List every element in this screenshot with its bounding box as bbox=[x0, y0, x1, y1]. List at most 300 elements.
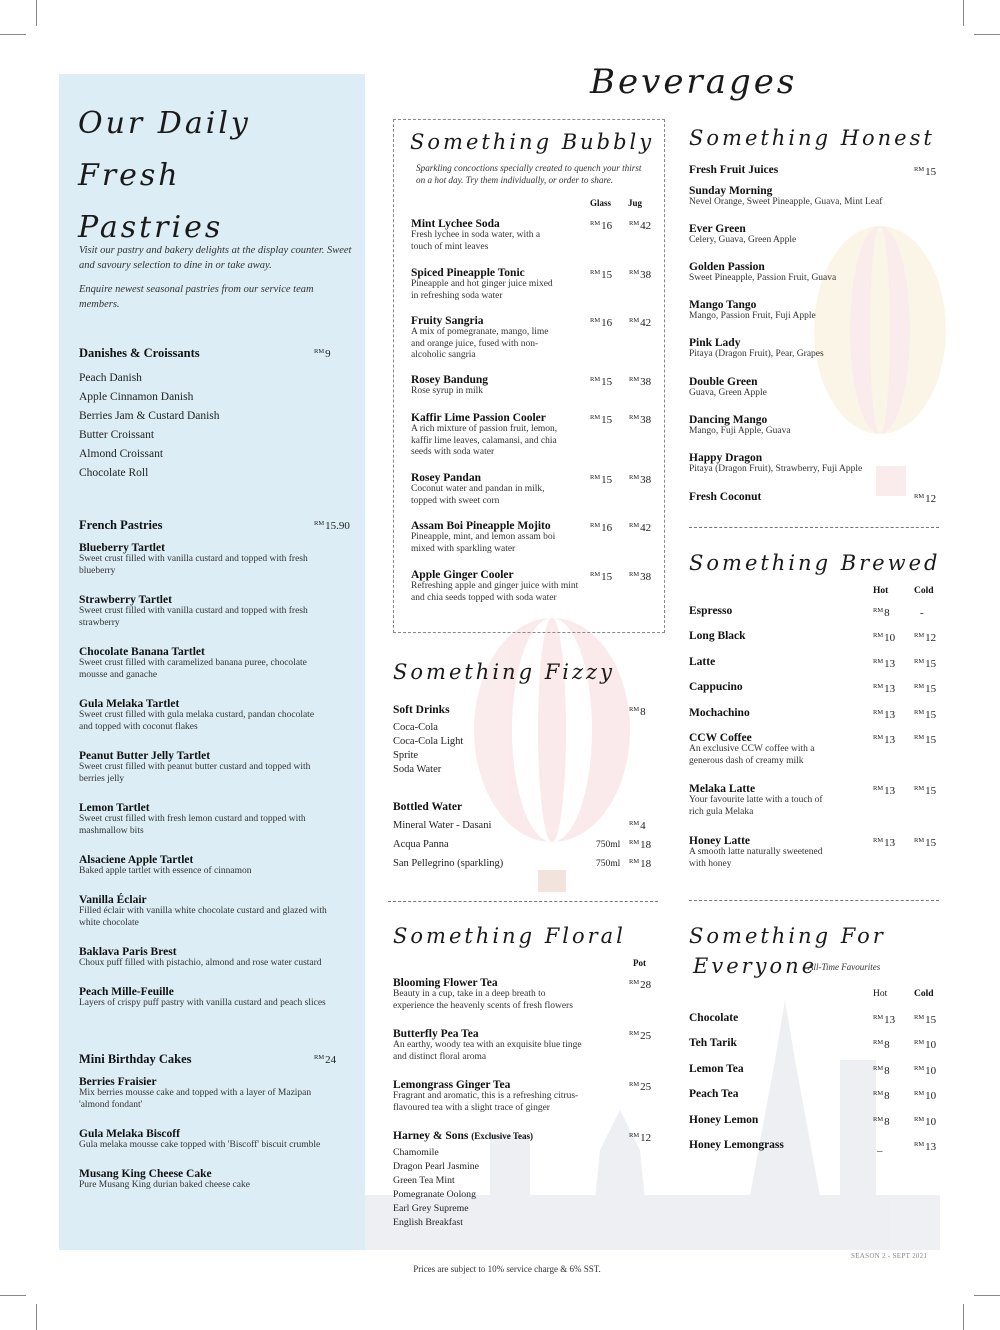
everyone-item bbox=[689, 1088, 829, 1100]
french-item bbox=[79, 698, 329, 733]
price-value: 15 bbox=[601, 269, 613, 281]
danishes-heading: Danishes & Croissants bbox=[79, 346, 200, 360]
rm-label: RM bbox=[629, 269, 640, 276]
price-value: 38 bbox=[640, 376, 652, 388]
item-desc: Coconut water and pandan in milk, topped with sweet corn bbox=[411, 484, 545, 506]
rm-label: RM bbox=[629, 858, 640, 865]
price-value: 8 bbox=[884, 1039, 890, 1051]
rm-label: RM bbox=[590, 414, 601, 421]
col-glass: Glass bbox=[590, 198, 612, 208]
brewed-item bbox=[689, 605, 829, 617]
item-name: Blooming Flower Tea bbox=[393, 977, 498, 989]
item-desc: Sweet crust filled with vanilla custard and topped with fresh strawberry bbox=[79, 606, 308, 628]
item-name: Latte bbox=[689, 656, 716, 668]
item-desc: An exclusive CCW coffee with a generous dash of creamy milk bbox=[689, 744, 815, 766]
col-cold: Cold bbox=[914, 989, 934, 999]
rm-label: RM bbox=[629, 376, 640, 383]
harney-heading: Harney & Sons (Exclusive Teas) bbox=[393, 1130, 534, 1142]
list-item: Berries Jam & Custard Danish bbox=[79, 410, 220, 422]
list-item: Earl Grey Supreme bbox=[393, 1203, 469, 1214]
bubbly-item bbox=[411, 374, 561, 398]
everyone-item bbox=[689, 1012, 829, 1024]
item-name: Musang King Cheese Cake bbox=[79, 1168, 212, 1180]
price-value: 25 bbox=[640, 1081, 652, 1093]
hot-price bbox=[873, 658, 895, 670]
list-item: Coca-Cola bbox=[393, 722, 438, 733]
item-desc: Gula melaka mousse cake topped with 'Biscoff' biscuit crumble bbox=[79, 1140, 321, 1150]
everyone-title-line1: Something For bbox=[689, 924, 886, 948]
item-desc: Pineapple and hot ginger juice mixed in refreshing soda water bbox=[411, 279, 553, 301]
rm-label: RM bbox=[629, 979, 640, 986]
list-item: Peach Danish bbox=[79, 372, 142, 384]
item-desc: Mango, Fuji Apple, Guava bbox=[689, 426, 791, 436]
rm-label: RM bbox=[873, 1090, 884, 1097]
water-price bbox=[629, 839, 651, 851]
hot-price bbox=[873, 1065, 890, 1077]
glass-price bbox=[590, 269, 612, 281]
price-value: 8 bbox=[884, 1090, 890, 1102]
item-name: Honey Lemongrass bbox=[689, 1139, 784, 1151]
item-name: Golden Passion bbox=[689, 261, 765, 273]
jug-price bbox=[629, 571, 651, 583]
item-desc: An earthy, woody tea with an exquisite blue tinge and distinct floral aroma bbox=[393, 1040, 582, 1062]
juice-item bbox=[689, 376, 919, 400]
water-item-name: San Pellegrino (sparkling) bbox=[393, 858, 504, 869]
birthday-item bbox=[79, 1168, 329, 1192]
divider bbox=[689, 527, 939, 528]
french-item bbox=[79, 594, 329, 629]
bubbly-item bbox=[411, 218, 561, 253]
item-name: Dancing Mango bbox=[689, 414, 768, 426]
floral-item bbox=[393, 1079, 583, 1114]
price-value: 15 bbox=[601, 376, 613, 388]
bubbly-subtitle: Sparkling concoctions specially created to quench your thirst on a hot day. Try them individually, or order to share. bbox=[416, 163, 642, 185]
rm-label: RM bbox=[873, 683, 884, 690]
price-value: 15 bbox=[925, 1014, 937, 1026]
soft-drinks-price: $^{RM}$8 bbox=[629, 706, 646, 718]
cold-price bbox=[914, 1065, 936, 1077]
hot-price: _ bbox=[877, 1141, 883, 1153]
item-desc: Layers of crispy puff pastry with vanilla custard and peach slices bbox=[79, 998, 326, 1008]
price-value: 15 bbox=[925, 709, 937, 721]
glass-price bbox=[590, 317, 612, 329]
cold-price bbox=[914, 709, 936, 721]
item-name: Cappucino bbox=[689, 681, 743, 693]
hot-price bbox=[873, 683, 895, 695]
price-value: 16 bbox=[601, 317, 613, 329]
item-name: Chocolate Banana Tartlet bbox=[79, 646, 205, 658]
price-value: 15 bbox=[925, 837, 937, 849]
price-value: 18 bbox=[640, 839, 652, 851]
water-item-name: Acqua Panna bbox=[393, 839, 449, 850]
rm-label: RM bbox=[590, 220, 601, 227]
price-value: 8 bbox=[884, 1065, 890, 1077]
bottled-water-heading: Bottled Water bbox=[393, 801, 463, 813]
price-value: 42 bbox=[640, 317, 652, 329]
list-item: Pomegranate Oolong bbox=[393, 1189, 476, 1200]
item-desc: Sweet crust filled with peanut butter custard and topped with berries jelly bbox=[79, 762, 311, 784]
rm-label: RM bbox=[914, 785, 925, 792]
hot-price bbox=[873, 1014, 895, 1026]
item-name: Melaka Latte bbox=[689, 783, 756, 795]
rm-label: RM bbox=[590, 317, 601, 324]
brewed-title: Something Brewed bbox=[689, 551, 941, 575]
item-name: Peanut Butter Jelly Tartlet bbox=[79, 750, 211, 762]
juices-price: $^{RM}$15 bbox=[914, 166, 937, 178]
item-desc: Mango, Passion Fruit, Fuji Apple bbox=[689, 311, 816, 321]
rm-label: RM bbox=[629, 220, 640, 227]
brewed-item bbox=[689, 783, 829, 818]
item-desc: Your favourite latte with a touch of rich gula Melaka bbox=[689, 795, 823, 817]
rm-label: RM bbox=[873, 632, 884, 639]
rm-label: RM bbox=[629, 571, 640, 578]
rm-label: RM bbox=[629, 317, 640, 324]
price-value: 12 bbox=[925, 632, 937, 644]
pot-price bbox=[629, 979, 651, 991]
juice-item bbox=[689, 223, 919, 247]
price-value: 8 bbox=[884, 607, 890, 619]
item-name: Sunday Morning bbox=[689, 185, 773, 197]
rm-label: RM bbox=[914, 709, 925, 716]
footer-note: Prices are subject to 10% service charge & 6% SST. bbox=[413, 1264, 601, 1274]
price-value: 15 bbox=[601, 571, 613, 583]
item-name: Assam Boi Pineapple Mojito bbox=[411, 520, 551, 532]
item-desc: Beauty in a cup, take in a deep breath to experience the heavenly scents of fresh flowers bbox=[393, 989, 573, 1011]
list-item: English Breakfast bbox=[393, 1217, 463, 1228]
glass-price bbox=[590, 376, 612, 388]
rm-label: RM bbox=[914, 1116, 925, 1123]
bubbly-item bbox=[411, 520, 571, 555]
rm-label: RM bbox=[873, 1014, 884, 1021]
item-name: Gula Melaka Tartlet bbox=[79, 698, 180, 710]
hot-price bbox=[873, 1116, 890, 1128]
rm-label: RM bbox=[914, 1039, 925, 1046]
item-desc: Rose syrup in milk bbox=[411, 386, 484, 396]
glass-price bbox=[590, 474, 612, 486]
glass-price bbox=[590, 571, 612, 583]
glass-price bbox=[590, 414, 612, 426]
item-name: Spiced Pineapple Tonic bbox=[411, 267, 525, 279]
price-value: 38 bbox=[640, 414, 652, 426]
cold-price bbox=[914, 1039, 936, 1051]
item-desc: Pineapple, mint, and lemon assam boi mixed with sparkling water bbox=[411, 532, 556, 554]
juice-item bbox=[689, 452, 919, 476]
rm-label: RM bbox=[873, 1065, 884, 1072]
french-price: $^{RM}$15.90 bbox=[314, 520, 350, 532]
rm-label: RM bbox=[629, 839, 640, 846]
cold-price bbox=[914, 658, 936, 670]
everyone-item bbox=[689, 1114, 829, 1126]
jug-price bbox=[629, 474, 651, 486]
item-name: Apple Ginger Cooler bbox=[411, 569, 514, 581]
item-name: Rosey Pandan bbox=[411, 472, 481, 484]
brewed-item bbox=[689, 732, 829, 767]
rm-label: RM bbox=[873, 658, 884, 665]
item-desc: A smooth latte naturally sweetened with honey bbox=[689, 847, 823, 869]
divider bbox=[388, 901, 658, 902]
rm-label: RM bbox=[590, 376, 601, 383]
juice-item bbox=[689, 299, 919, 323]
item-name: Mochachino bbox=[689, 707, 750, 719]
item-desc: Celery, Guava, Green Apple bbox=[689, 235, 797, 245]
item-name: Baklava Paris Brest bbox=[79, 946, 177, 958]
item-name: Lemon Tea bbox=[689, 1063, 744, 1075]
birthday-item bbox=[79, 1076, 329, 1111]
rm-label: RM bbox=[914, 658, 925, 665]
price-value: 13 bbox=[884, 709, 896, 721]
price-value: 10 bbox=[925, 1039, 937, 1051]
brewed-item bbox=[689, 681, 829, 693]
item-name: Pink Lady bbox=[689, 337, 741, 349]
floral-item bbox=[393, 1028, 583, 1063]
rm-label: RM bbox=[629, 522, 640, 529]
price-value: 42 bbox=[640, 220, 652, 232]
item-desc: A mix of pomegranate, mango, lime and orange juice, fused with non-alcoholic sangria bbox=[411, 327, 549, 360]
everyone-item bbox=[689, 1063, 829, 1075]
price-value: 13 bbox=[884, 785, 896, 797]
danishes-list bbox=[79, 369, 220, 483]
item-name: Strawberry Tartlet bbox=[79, 594, 172, 606]
item-desc: Mix berries mousse cake and topped with a layer of Mazipan 'almond fondant' bbox=[79, 1088, 312, 1110]
col-pot: Pot bbox=[633, 958, 646, 968]
item-desc: Pitaya (Dragon Fruit), Pear, Grapes bbox=[689, 349, 824, 359]
rm-label: RM bbox=[629, 1081, 640, 1088]
item-desc: Guava, Green Apple bbox=[689, 388, 767, 398]
rm-label: RM bbox=[590, 571, 601, 578]
price-value: 15 bbox=[925, 658, 937, 670]
bubbly-item bbox=[411, 472, 561, 507]
item-name: Peach Mille-Feuille bbox=[79, 986, 174, 998]
price-value: 28 bbox=[640, 979, 652, 991]
list-item: Butter Croissant bbox=[79, 429, 155, 441]
col-hot: Hot bbox=[873, 989, 888, 999]
floral-title: Something Floral bbox=[393, 924, 626, 948]
cold-price bbox=[914, 632, 936, 644]
item-desc: A rich mixture of passion fruit, lemon, kaffir lime leaves, calamansi, and chia seeds with soda water bbox=[411, 424, 558, 457]
divider bbox=[689, 900, 939, 901]
rm-label: RM bbox=[629, 474, 640, 481]
col-cold: Cold bbox=[914, 586, 934, 596]
price-value: 15 bbox=[601, 474, 613, 486]
pastries-intro: Visit our pastry and bakery delights at the display counter. Sweet and savoury selection to dine in or take away. bbox=[79, 245, 352, 271]
brewed-item bbox=[689, 835, 829, 870]
glass-price bbox=[590, 522, 612, 534]
rm-label: RM bbox=[873, 1116, 884, 1123]
price-value: 18 bbox=[640, 858, 652, 870]
item-name: Lemongrass Ginger Tea bbox=[393, 1079, 511, 1091]
price-value: 10 bbox=[925, 1116, 937, 1128]
item-desc: Fragrant and aromatic, this is a refreshing citrus-flavoured tea with a slight trace of ginger bbox=[393, 1091, 579, 1113]
rm-label: RM bbox=[590, 522, 601, 529]
french-item bbox=[79, 542, 329, 577]
everyone-item bbox=[689, 1139, 829, 1151]
list-item: Chocolate Roll bbox=[79, 467, 149, 479]
rm-label: RM bbox=[873, 1039, 884, 1046]
pastries-title bbox=[78, 98, 358, 254]
item-desc: Filled éclair with vanilla white chocolate custard and glazed with white chocolate bbox=[79, 906, 327, 928]
rm-label: RM bbox=[629, 820, 640, 827]
french-item bbox=[79, 986, 359, 1010]
rm-label: RM bbox=[629, 414, 640, 421]
jug-price bbox=[629, 317, 651, 329]
coconut-heading: Fresh Coconut bbox=[689, 491, 762, 503]
list-item: Sprite bbox=[393, 750, 419, 761]
price-value: 10 bbox=[884, 632, 896, 644]
col-jug: Jug bbox=[628, 198, 643, 208]
item-name: Honey Latte bbox=[689, 835, 751, 847]
cold-price bbox=[914, 837, 936, 849]
cold-price bbox=[914, 1141, 936, 1153]
price-value: 13 bbox=[884, 837, 896, 849]
cold-price bbox=[914, 734, 936, 746]
hot-price bbox=[873, 632, 895, 644]
juice-item bbox=[689, 414, 919, 438]
rm-label: RM bbox=[914, 1014, 925, 1021]
item-name: Espresso bbox=[689, 605, 733, 617]
cold-price bbox=[914, 1116, 936, 1128]
item-name: Peach Tea bbox=[689, 1088, 739, 1100]
french-item bbox=[79, 802, 329, 837]
list-item: Coca-Cola Light bbox=[393, 736, 464, 747]
brewed-item bbox=[689, 656, 829, 668]
price-value: 25 bbox=[640, 1030, 652, 1042]
rm-label: RM bbox=[873, 837, 884, 844]
price-value: 13 bbox=[884, 1014, 896, 1026]
cold-price bbox=[914, 683, 936, 695]
price-value: 8 bbox=[884, 1116, 890, 1128]
item-name: Vanilla Éclair bbox=[79, 894, 147, 906]
bubbly-title: Something Bubbly bbox=[410, 130, 655, 154]
pot-price bbox=[629, 1030, 651, 1042]
french-item bbox=[79, 894, 329, 929]
juice-item bbox=[689, 261, 919, 285]
item-desc: Sweet Pineapple, Passion Fruit, Guava bbox=[689, 273, 837, 283]
hot-price bbox=[873, 1039, 890, 1051]
price-value: 38 bbox=[640, 474, 652, 486]
soft-drinks-list bbox=[393, 721, 463, 777]
bubbly-item bbox=[411, 315, 561, 362]
pastries-title-line: Pastries bbox=[78, 210, 224, 245]
item-name: Chocolate bbox=[689, 1012, 739, 1024]
pot-price bbox=[629, 1081, 651, 1093]
hot-price bbox=[873, 837, 895, 849]
item-name: Blueberry Tartlet bbox=[79, 542, 165, 554]
item-desc: Refreshing apple and ginger juice with mint and chia seeds topped with soda water bbox=[411, 581, 579, 603]
hot-price bbox=[873, 607, 890, 619]
item-desc: Pitaya (Dragon Fruit), Strawberry, Fuji Apple bbox=[689, 464, 863, 474]
fizzy-title: Something Fizzy bbox=[393, 660, 615, 684]
item-desc: Sweet crust filled with caramelized banana puree, chocolate mousse and ganache bbox=[79, 658, 307, 680]
jug-price bbox=[629, 269, 651, 281]
price-value: 13 bbox=[884, 734, 896, 746]
price-value: 15 bbox=[925, 785, 937, 797]
water-size: 750ml bbox=[596, 840, 621, 850]
price-value: 16 bbox=[601, 220, 613, 232]
honest-title: Something Honest bbox=[689, 126, 935, 150]
item-name: Mint Lychee Soda bbox=[411, 218, 500, 230]
bubbly-item bbox=[411, 412, 571, 459]
rm-label: RM bbox=[914, 1065, 925, 1072]
rm-label: RM bbox=[873, 785, 884, 792]
birthday-price: $^{RM}$24 bbox=[314, 1054, 337, 1066]
col-hot: Hot bbox=[873, 586, 889, 596]
rm-label: RM bbox=[914, 837, 925, 844]
rm-label: RM bbox=[914, 1090, 925, 1097]
season-label: SEASON 2 - SEPT 2021 bbox=[851, 1252, 928, 1260]
french-item bbox=[79, 946, 349, 970]
water-size: 750ml bbox=[596, 859, 621, 869]
item-desc: Sweet crust filled with gula melaka custard, pandan chocolate and topped with coconut flakes bbox=[79, 710, 315, 732]
item-name: Alsaciene Apple Tartlet bbox=[79, 854, 194, 866]
item-desc: Nevel Orange, Sweet Pineapple, Guava, Mint Leaf bbox=[689, 197, 883, 207]
item-name: Rosey Bandung bbox=[411, 374, 489, 386]
price-value: 38 bbox=[640, 269, 652, 281]
item-name: Kaffir Lime Passion Cooler bbox=[411, 412, 546, 424]
jug-price bbox=[629, 220, 651, 232]
everyone-title-line2: Everyone bbox=[693, 954, 818, 978]
price-value: 15 bbox=[925, 683, 937, 695]
hot-price bbox=[873, 734, 895, 746]
floral-item bbox=[393, 977, 583, 1012]
item-name: Mango Tango bbox=[689, 299, 757, 311]
list-item: Green Tea Mint bbox=[393, 1175, 455, 1186]
pastries-enquire: Enquire newest seasonal pastries from our service team members. bbox=[79, 284, 314, 310]
rm-label: RM bbox=[590, 474, 601, 481]
item-name: Butterfly Pea Tea bbox=[393, 1028, 479, 1040]
juice-item bbox=[689, 185, 919, 209]
rm-label: RM bbox=[873, 734, 884, 741]
price-value: 13 bbox=[884, 683, 896, 695]
rm-label: RM bbox=[914, 632, 925, 639]
rm-label: RM bbox=[629, 1030, 640, 1037]
juice-item bbox=[689, 337, 919, 361]
brewed-item bbox=[689, 707, 829, 719]
item-name: Gula Melaka Biscoff bbox=[79, 1128, 180, 1140]
cold-price bbox=[914, 785, 936, 797]
jug-price bbox=[629, 376, 651, 388]
item-name: Ever Green bbox=[689, 223, 746, 235]
item-name: Teh Tarik bbox=[689, 1037, 737, 1049]
harney-price: $^{RM}$12 bbox=[629, 1132, 652, 1144]
french-item bbox=[79, 750, 329, 785]
pastries-title-line: Our Daily bbox=[78, 106, 251, 141]
item-name: Fruity Sangria bbox=[411, 315, 484, 327]
coconut-price: $^{RM}$12 bbox=[914, 493, 937, 505]
rm-label: RM bbox=[914, 683, 925, 690]
hot-price bbox=[873, 785, 895, 797]
price-value: 15 bbox=[601, 414, 613, 426]
item-name: Honey Lemon bbox=[689, 1114, 759, 1126]
birthday-item bbox=[79, 1128, 359, 1152]
item-name: Long Black bbox=[689, 630, 746, 642]
water-price bbox=[629, 820, 646, 832]
item-name: Happy Dragon bbox=[689, 452, 763, 464]
price-value: 10 bbox=[925, 1065, 937, 1077]
rm-label: RM bbox=[873, 607, 884, 614]
cold-price bbox=[914, 1090, 936, 1102]
water-item-name: Mineral Water - Dasani bbox=[393, 820, 492, 831]
birthday-heading: Mini Birthday Cakes bbox=[79, 1052, 192, 1066]
price-value: 15 bbox=[925, 734, 937, 746]
price-value: 13 bbox=[884, 658, 896, 670]
price-value: 13 bbox=[925, 1141, 937, 1153]
list-item: Chamomile bbox=[393, 1147, 439, 1158]
water-price bbox=[629, 858, 651, 870]
item-name: Lemon Tartlet bbox=[79, 802, 150, 814]
list-item: Soda Water bbox=[393, 764, 442, 775]
cold-price bbox=[914, 1014, 936, 1026]
item-name: Double Green bbox=[689, 376, 758, 388]
